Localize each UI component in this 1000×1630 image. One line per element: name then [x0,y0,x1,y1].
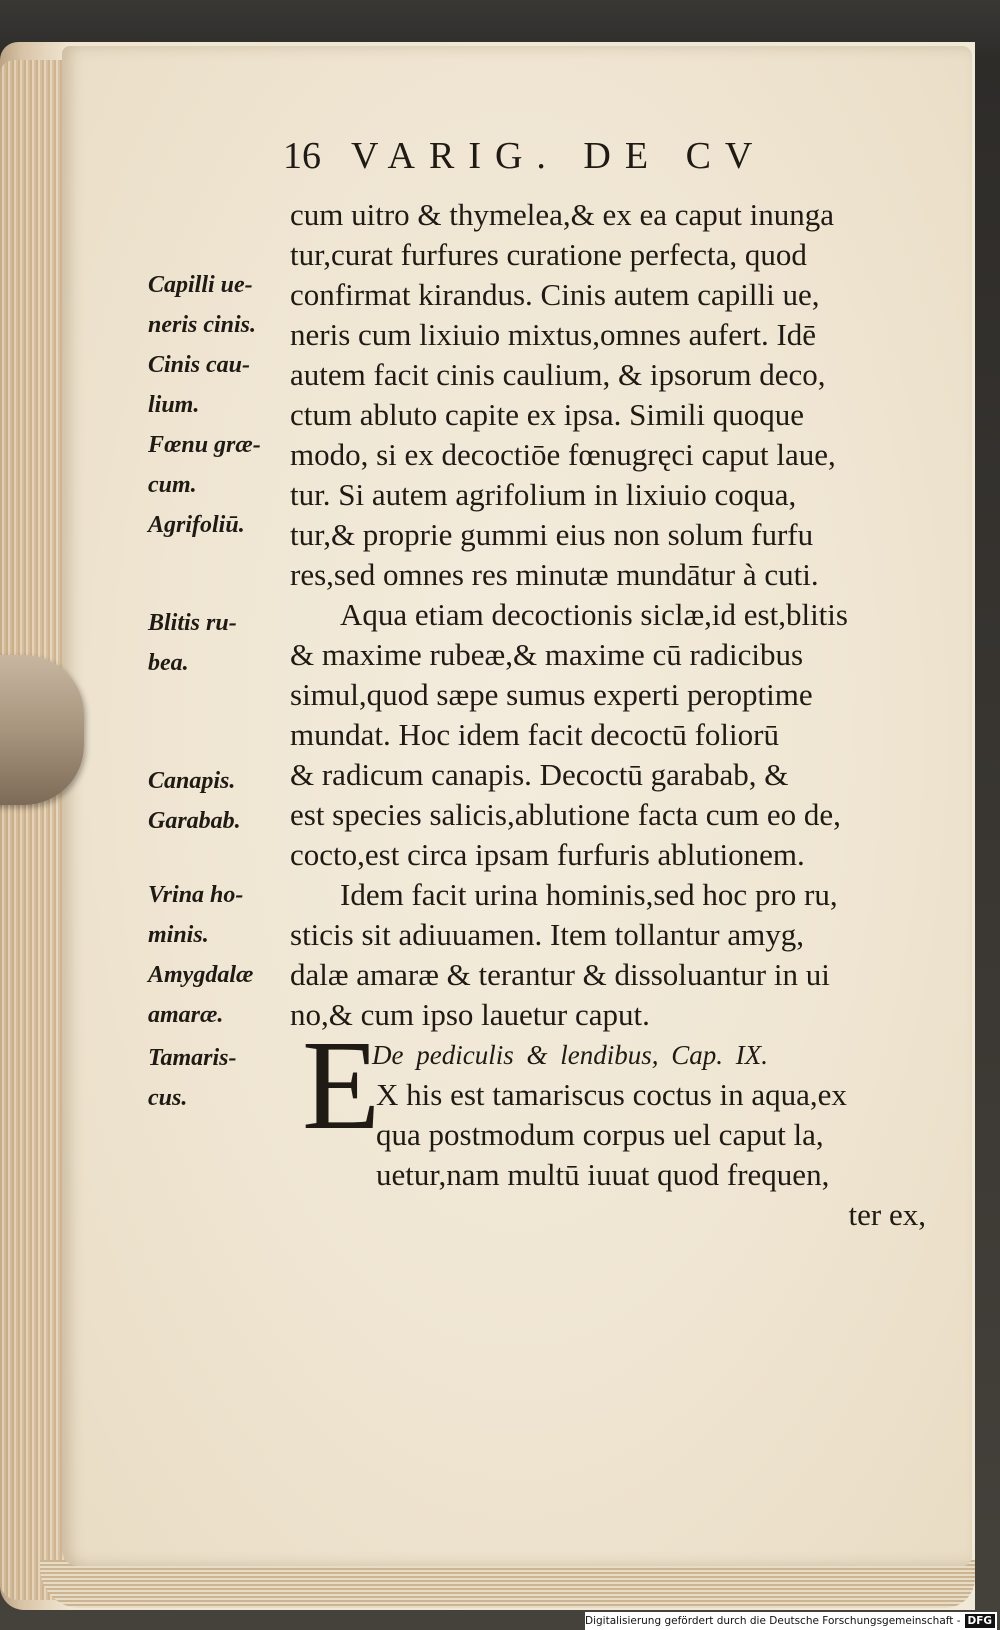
text-line: dalæ amaræ & terantur & dissoluantur in ui [290,957,830,992]
digitization-credit [585,1612,997,1630]
text-line: Idem facit urina hominis,sed hoc pro ru, [340,877,838,912]
margin-note: Vrina ho- [148,882,244,908]
page-edges-left [0,60,70,1600]
running-head [283,134,843,184]
catchword: ter ex, [848,1197,926,1232]
text-line: no,& cum ipso lauetur caput. [290,997,650,1032]
margin-note: Amygdalæ [148,962,254,988]
text-line: neris cum lixiuio mixtus,omnes aufert. Idē [290,317,817,352]
text-line: uetur,nam multū iuuat quod frequen, [376,1157,830,1192]
text-line: modo, si ex decoctiōe fœnugręci caput laue, [290,437,836,472]
page-edges-bottom [40,1560,975,1608]
text-line: mundat. Hoc idem facit decoctū foliorū [290,717,779,752]
chapter-heading: De pediculis & lendibus, Cap. IX. [372,1040,768,1070]
margin-note: lium. [148,392,200,418]
margin-note: Agrifoliū. [148,512,245,538]
main-text-block [290,195,930,1235]
text-line: cum uitro & thymelea,& ex ea caput inunga [290,197,835,232]
text-line: cocto,est circa ipsam furfuris ablutionem. [290,837,805,872]
margin-note: cum. [148,472,197,498]
text-line: autem facit cinis caulium, & ipsorum deco, [290,357,826,392]
page-number: 16 [283,135,321,177]
drop-cap-initial: E [302,1014,381,1156]
text-line: & maxime rubeæ,& maxime cū radicibus [290,637,804,672]
text-line: confirmat kirandus. Cinis autem capilli ue, [290,277,820,312]
text-line: tur,curat furfures curatione perfecta, quod [290,237,807,272]
text-line: res,sed omnes res minutæ mundātur à cuti. [290,557,819,592]
margin-note: minis. [148,922,209,948]
margin-note: Canapis. [148,768,236,794]
margin-note: Capilli ue- [148,272,253,298]
margin-note: cus. [148,1085,188,1111]
text-line: est species salicis,ablutione facta cum eo de, [290,797,841,832]
text-line: ctum abluto capite ex ipsa. Simili quoque [290,397,804,432]
text-line: simul,quod sæpe sumus experti peroptime [290,677,813,712]
text-line: sticis sit adiuuamen. Item tollantur amyg, [290,917,804,952]
margin-note: amaræ. [148,1002,224,1028]
dfg-logo: DFG [965,1614,996,1628]
text-line: tur,& proprie gummi eius non solum furfu [290,517,814,552]
text-line: X his est tamariscus coctus in aqua,ex [376,1077,847,1112]
text-line: & radicum canapis. Decoctū garabab, & [290,757,789,792]
text-line: qua postmodum corpus uel caput la, [376,1117,824,1152]
text-line: tur. Si autem agrifolium in lixiuio coqua, [290,477,797,512]
text-line: Aqua etiam decoctionis siclæ,id est,blitis [340,597,848,632]
margin-note: Tamaris- [148,1045,237,1071]
margin-note: Fœnu græ- [148,432,261,458]
margin-note: neris cinis. [148,312,257,338]
margin-note: Garabab. [148,808,241,834]
margin-note: bea. [148,650,189,676]
credit-text: Digitalisierung gefördert durch die Deutsche Forschungsgemeinschaft - [585,1615,961,1627]
margin-note: Cinis cau- [148,352,251,378]
margin-note: Blitis ru- [148,610,237,636]
running-title: VARIG. DE CV [351,135,767,177]
